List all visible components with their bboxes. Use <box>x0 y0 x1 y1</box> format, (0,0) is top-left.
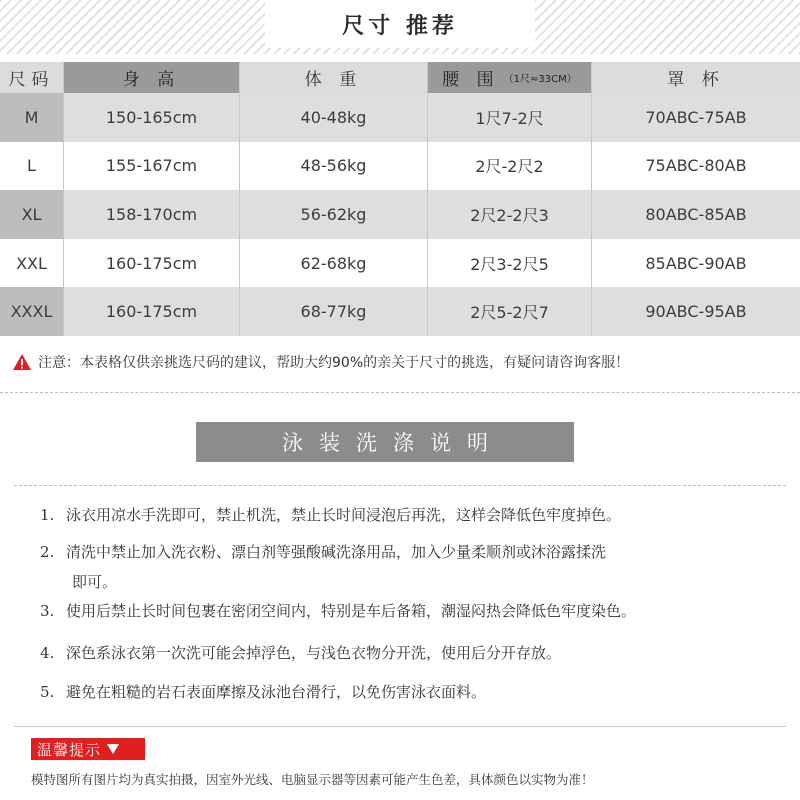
cell-weight: 48-56kg <box>240 142 428 191</box>
cell-size: L <box>0 142 64 191</box>
tip-label: 温馨提示 <box>37 740 102 759</box>
divider-dashed <box>0 392 800 393</box>
tip-text: 模特图所有图片均为真实拍摄，因室外光线、电脑显示器等因素可能产生色差，具体颜色以实物为准！ <box>31 772 594 787</box>
wash-title: 泳装洗涤说明 <box>282 431 504 455</box>
header-size: 尺码 <box>0 62 64 93</box>
cell-height: 160-175cm <box>64 287 240 336</box>
header-banner <box>0 0 800 54</box>
cell-height: 150-165cm <box>64 93 240 142</box>
tip-badge <box>31 738 145 760</box>
item-number: 3. <box>40 602 55 620</box>
table-header-row <box>0 62 800 93</box>
table-row <box>0 287 800 336</box>
cell-waist: 2尺-2尺2 <box>428 142 592 191</box>
cell-weight: 62-68kg <box>240 239 428 288</box>
item-text: 避免在粗糙的岩石表面摩擦及泳池台滑行，以免伤害泳衣面料。 <box>66 683 487 701</box>
item-text: 即可。 <box>72 573 118 591</box>
list-item <box>40 596 636 626</box>
cell-cup: 85ABC-90AB <box>592 239 800 288</box>
cell-waist: 2尺5-2尺7 <box>428 287 592 336</box>
header-cup: 罩 杯 <box>592 62 800 93</box>
notice-text: 注意：本表格仅供亲挑选尺码的建议，帮助大约90%的亲关于尺寸的挑选，有疑问请咨询客服！ <box>38 355 630 371</box>
size-table <box>0 62 800 336</box>
table-row <box>0 190 800 239</box>
waist-unit-note: （1尺≈33CM） <box>503 74 577 85</box>
cell-cup: 70ABC-75AB <box>592 93 800 142</box>
cell-waist: 2尺2-2尺3 <box>428 190 592 239</box>
cell-weight: 68-77kg <box>240 287 428 336</box>
divider-solid <box>14 726 786 727</box>
cell-cup: 75ABC-80AB <box>592 142 800 191</box>
cell-height: 155-167cm <box>64 142 240 191</box>
list-item <box>40 638 561 668</box>
cell-height: 160-175cm <box>64 239 240 288</box>
header-title-box <box>265 0 535 48</box>
cell-height: 158-170cm <box>64 190 240 239</box>
header-weight: 体 重 <box>240 62 428 93</box>
cell-waist: 2尺3-2尺5 <box>428 239 592 288</box>
item-text: 深色系泳衣第一次洗可能会掉浮色，与浅色衣物分开洗，使用后分开存放。 <box>66 644 562 662</box>
item-text: 泳衣用凉水手洗即可，禁止机洗，禁止长时间浸泡后再洗，这样会降低色牢度掉色。 <box>66 506 622 524</box>
cell-size: XL <box>0 190 64 239</box>
header-title: 尺寸 推荐 <box>342 13 458 39</box>
cell-size: M <box>0 93 64 142</box>
header-waist: 腰 围 （1尺≈33CM） <box>428 62 592 93</box>
header-height: 身 高 <box>64 62 240 93</box>
cell-weight: 40-48kg <box>240 93 428 142</box>
item-text: 使用后禁止长时间包裹在密闭空间内，特别是车后备箱，潮湿闷热会降低色牢度染色。 <box>66 602 637 620</box>
table-row <box>0 93 800 142</box>
table-row <box>0 239 800 288</box>
list-item <box>40 500 621 530</box>
item-number: 1. <box>40 506 55 524</box>
triangle-down-icon <box>107 744 119 754</box>
size-notice <box>12 350 792 374</box>
list-item <box>40 537 606 597</box>
cell-waist: 1尺7-2尺 <box>428 93 592 142</box>
divider-dashed-2 <box>14 485 786 486</box>
item-number: 4. <box>40 644 55 662</box>
cell-cup: 80ABC-85AB <box>592 190 800 239</box>
cell-size: XXL <box>0 239 64 288</box>
cell-weight: 56-62kg <box>240 190 428 239</box>
item-text: 清洗中禁止加入洗衣粉、漂白剂等强酸碱洗涤用品，加入少量柔顺剂或沐浴露揉洗 <box>66 543 607 561</box>
list-item <box>40 677 486 707</box>
table-row <box>0 142 800 191</box>
item-number: 2. <box>40 543 55 561</box>
item-number: 5. <box>40 683 55 701</box>
wash-title-banner <box>196 422 574 462</box>
cell-cup: 90ABC-95AB <box>592 287 800 336</box>
warning-icon <box>12 353 32 371</box>
cell-size: XXXL <box>0 287 64 336</box>
